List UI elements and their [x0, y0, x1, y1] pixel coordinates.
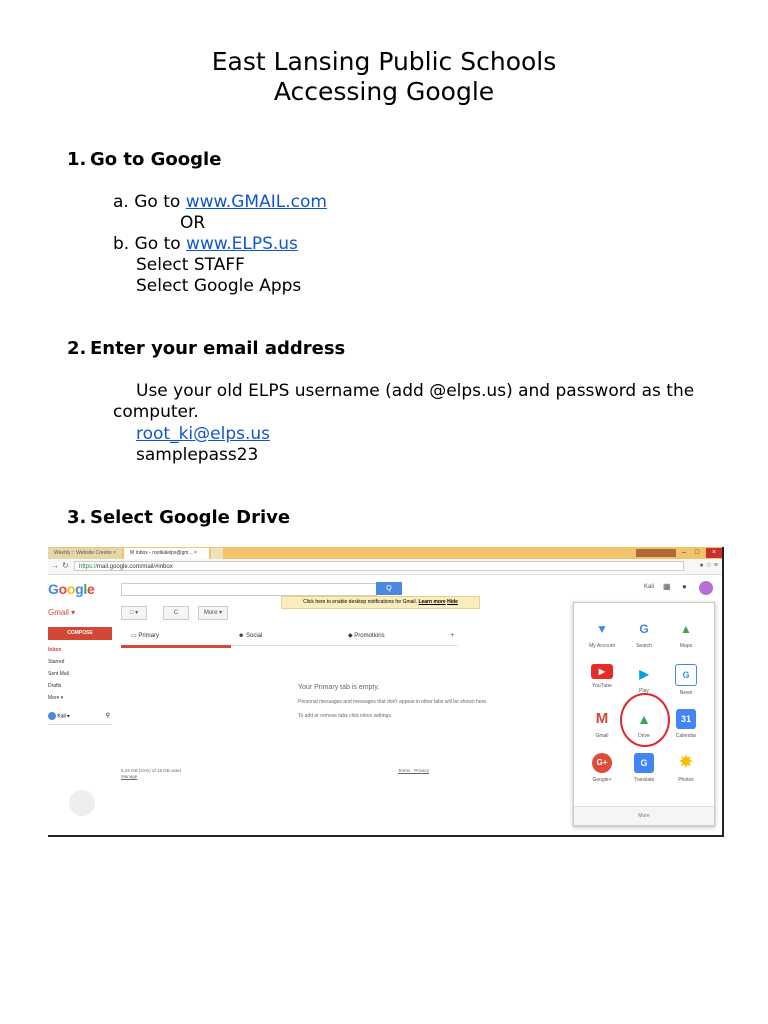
or-text: OR	[180, 213, 206, 233]
app-news[interactable]: G News	[664, 664, 708, 696]
notification-banner: Click here to enable desktop notifications for Gmail. Learn more Hide	[281, 596, 480, 609]
url-field[interactable]: https://mail.google.com/mail/#inbox	[74, 561, 684, 571]
sidebar-item-starred[interactable]: Starred	[48, 659, 65, 665]
app-drive[interactable]: ▲ Drive	[622, 709, 666, 739]
password-example: samplepass23	[136, 445, 259, 465]
search-button[interactable]: Q	[376, 582, 402, 595]
sidebar-item-sent[interactable]: Sent Mail	[48, 671, 69, 677]
instruction-line-2: computer.	[113, 402, 199, 422]
close-window-icon[interactable]: ×	[706, 548, 722, 558]
compose-button[interactable]: COMPOSE	[48, 627, 112, 640]
app-search[interactable]: G Search	[622, 619, 666, 649]
more-button[interactable]: More ▾	[198, 606, 228, 620]
hangouts-icon[interactable]	[69, 790, 95, 816]
google-logo[interactable]: Google	[48, 581, 95, 597]
mail-search-input[interactable]	[121, 583, 377, 596]
inbox-tabs	[121, 627, 458, 646]
people-icon: ☻	[238, 633, 245, 639]
window-badge	[636, 549, 676, 557]
calendar-icon: 31	[676, 709, 696, 729]
step-1a: a. Go to www.GMAIL.com	[113, 192, 327, 212]
hide-link[interactable]: Hide	[447, 599, 458, 605]
step-3-heading: 3. Select Google Drive	[67, 507, 291, 528]
tab-primary[interactable]: ▭ Primary	[121, 627, 231, 648]
app-play[interactable]: ▶ Play	[622, 664, 666, 694]
step-1-heading: 1. Go to Google	[67, 149, 222, 170]
apps-more-button[interactable]: More	[574, 806, 714, 825]
browser-tab-weebly[interactable]: Weebly :: Website Creatio ×	[48, 548, 122, 559]
gmail-icon: M	[595, 710, 609, 727]
tab-social[interactable]: ☻ Social	[238, 633, 263, 639]
email-example-wrap	[136, 424, 270, 444]
youtube-icon: ▶	[591, 664, 613, 679]
step-1b: b. Go to www.ELPS.us	[113, 234, 298, 254]
photos-icon: ✸	[679, 754, 693, 771]
inbox-icon: ▭	[131, 633, 137, 639]
tag-icon: ◆	[348, 633, 353, 639]
refresh-button[interactable]: C	[163, 606, 189, 620]
drive-highlight-circle	[620, 693, 670, 747]
drive-icon: ▲	[637, 711, 651, 727]
manage-link[interactable]: Manage	[121, 774, 138, 779]
new-tab-button[interactable]	[211, 548, 223, 559]
sidebar-item-inbox[interactable]: Inbox	[48, 647, 62, 653]
gmail-link[interactable]: www.GMAIL.com	[185, 192, 327, 212]
app-gmail[interactable]: M Gmail	[580, 709, 624, 739]
maps-icon: ▲	[680, 622, 692, 636]
app-photos[interactable]: ✸ Photos	[664, 753, 708, 783]
forward-icon[interactable]: →	[51, 561, 59, 570]
app-my-account[interactable]: ▼ My Account	[580, 619, 624, 649]
app-youtube[interactable]: ▶ YouTube	[580, 664, 624, 689]
maximize-icon[interactable]: □	[694, 549, 700, 556]
step-2-heading: 2. Enter your email address	[67, 338, 346, 359]
reload-icon[interactable]: ↻	[62, 561, 69, 570]
gmail-dropdown[interactable]: Gmail ▾	[48, 608, 76, 617]
email-example-link[interactable]: root_ki@elps.us	[136, 424, 271, 444]
shield-icon: ▼	[596, 622, 608, 636]
instruction-line-1: Use your old ELPS username (add @elps.us) and password as the	[136, 381, 695, 401]
app-maps[interactable]: ▲ Maps	[664, 619, 708, 649]
google-plus-icon: G+	[592, 753, 612, 773]
terms-link[interactable]: Terms - Privacy	[398, 768, 430, 773]
learn-more-link[interactable]: Learn more	[418, 599, 446, 605]
app-google-plus[interactable]: G+ Google+	[580, 753, 624, 783]
notifications-icon[interactable]: ●	[682, 582, 687, 591]
elps-link[interactable]: www.ELPS.us	[186, 234, 298, 254]
minimize-icon[interactable]: –	[682, 549, 686, 556]
user-avatar-icon	[48, 712, 56, 720]
browser-menu-icon[interactable]: ● ☆ ≡	[699, 562, 718, 569]
browser-tab-bar	[48, 547, 722, 559]
apps-launcher	[573, 602, 715, 826]
translate-icon: G	[634, 753, 654, 773]
empty-title: Your Primary tab is empty.	[298, 684, 380, 691]
browser-tab-inbox[interactable]: M Inbox - rootkalelps@gm... ×	[124, 548, 209, 559]
apps-grid-icon[interactable]: ▦	[663, 582, 671, 591]
search-icon[interactable]: ⚲	[105, 713, 110, 719]
play-icon: ▶	[639, 667, 649, 681]
user-name[interactable]: Kali	[644, 584, 655, 590]
address-bar	[48, 559, 722, 575]
empty-line-2: To add or remove tabs click inbox settings.	[298, 713, 393, 719]
app-translate[interactable]: G Translate	[622, 753, 666, 783]
avatar[interactable]	[699, 581, 713, 595]
select-checkbox[interactable]: □ ▾	[121, 606, 147, 620]
google-search-icon: G	[639, 622, 649, 636]
tab-promotions[interactable]: ◆ Promotions +	[346, 627, 458, 645]
storage-usage: 6.24 GB (41%) of 15 GB used	[121, 768, 181, 773]
sidebar-item-more[interactable]: More ▾	[48, 695, 64, 701]
sidebar-item-drafts[interactable]: Drafts	[48, 683, 62, 689]
news-icon: G	[675, 664, 697, 686]
gmail-screenshot	[48, 547, 724, 837]
select-staff-text: Select STAFF	[136, 255, 245, 275]
document-subtitle: Accessing Google	[273, 77, 495, 106]
add-tab-icon[interactable]: +	[450, 633, 454, 639]
document-title: East Lansing Public Schools	[211, 47, 557, 76]
hangouts-user[interactable]: Kali ▾ ⚲	[48, 712, 112, 725]
app-calendar[interactable]: 31 Calendar	[664, 709, 708, 739]
empty-line-1: Personal messages and messages that don't appear in other tabs will be shown here.	[298, 699, 488, 705]
select-apps-text: Select Google Apps	[136, 276, 302, 296]
